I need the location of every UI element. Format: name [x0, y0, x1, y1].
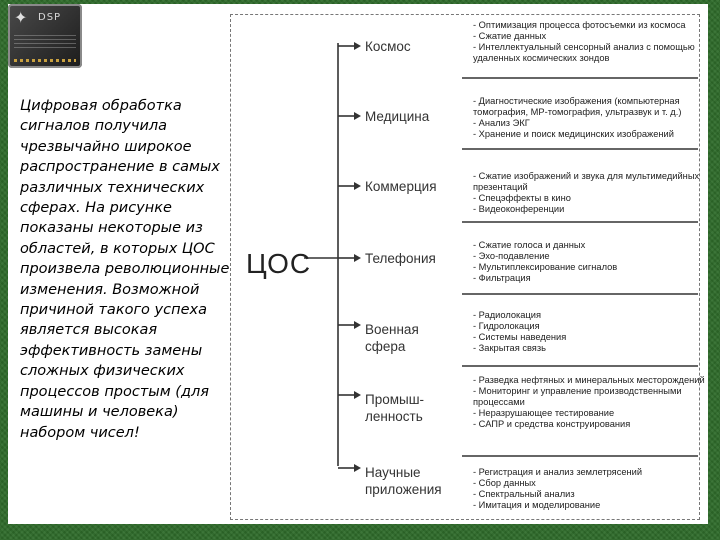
- arrow-head-6: [354, 391, 361, 399]
- detail-item: - Сжатие голоса и данных: [473, 240, 586, 250]
- field-label-6: Промыш-ленность: [365, 392, 425, 424]
- field-details-1: [473, 20, 705, 64]
- arrow-head-4: [354, 254, 361, 262]
- detail-item: - Гидролокация: [473, 321, 540, 332]
- dsp-root-label: ЦОС: [246, 248, 312, 279]
- detail-item: - Сжатие данных: [473, 31, 547, 42]
- detail-item: - Фильтрация: [473, 273, 531, 284]
- detail-item: - Мониторинг и управление производственными процессами: [473, 386, 682, 408]
- detail-item: - Хранение и поиск медицинских изображений: [473, 129, 674, 140]
- field-details-5: [473, 310, 705, 354]
- detail-item: - Интеллектуальный сенсорный анализ с помощью удаленных космических зондов: [473, 42, 695, 64]
- field-details-3: [473, 171, 705, 215]
- arrow-head-2: [354, 112, 361, 120]
- field-label-3: Коммерция: [365, 179, 437, 194]
- field-details-6: [473, 375, 705, 430]
- detail-item: - Сбор данных: [473, 478, 536, 489]
- arrow-head-1: [354, 42, 361, 50]
- detail-item: - Спектральный анализ: [473, 489, 575, 500]
- arrow-head-5: [354, 321, 361, 329]
- arrow-head-3: [354, 182, 361, 190]
- detail-item: - Закрытая связь: [473, 343, 546, 354]
- detail-item: - Регистрация и анализ землетрясений: [473, 467, 643, 477]
- detail-item: - Оптимизация процесса фотосъемки из космоса: [473, 20, 686, 30]
- detail-item: - Мультиплексирование сигналов: [473, 262, 618, 273]
- detail-item: - Радиолокация: [473, 310, 542, 320]
- field-label-2: Медицина: [365, 109, 430, 124]
- detail-item: - Сжатие изображений и звука для мультимедийных презентаций: [473, 171, 700, 193]
- description-text: Цифровая обработка сигналов получила чрезвычайно широкое распространение в самых различных технических сферах. На рисунке показаны некоторые из областей, в которых ЦОС произвела революционные изменения. Возможной причиной такого успеха является высокая эффективность замены сложных физических процессов простым (для машины и человека) набором чисел!: [20, 98, 230, 441]
- field-details-7: [473, 467, 705, 511]
- field-label-4: Телефония: [365, 251, 436, 266]
- detail-item: - Спецэффекты в кино: [473, 193, 571, 204]
- detail-item: - Имитация и моделирование: [473, 500, 601, 511]
- field-label-1: Космос: [365, 39, 411, 54]
- detail-item: - Системы наведения: [473, 332, 567, 343]
- arrow-head-7: [354, 464, 361, 472]
- field-label-5: Военная сфера: [365, 322, 419, 354]
- detail-item: - САПР и средства конструирования: [473, 419, 631, 430]
- field-details-4: [473, 240, 705, 284]
- ti-logo-icon: ✦: [14, 10, 28, 27]
- detail-item: - Видеоконференции: [473, 204, 565, 215]
- detail-item: - Диагностические изображения (компьютерная томография, МР-томография, ультразвук и т. д.): [473, 96, 682, 118]
- detail-item: - Анализ ЭКГ: [473, 118, 530, 129]
- field-label-7: Научные приложения: [365, 465, 442, 497]
- slide: [8, 4, 708, 524]
- detail-item: - Эхо-подавление: [473, 251, 550, 262]
- detail-item: - Разведка нефтяных и минеральных месторождений: [473, 375, 705, 385]
- chip-brand-label: DSP: [38, 12, 62, 23]
- detail-item: - Неразрушающее тестирование: [473, 408, 615, 419]
- field-details-2: [473, 96, 705, 140]
